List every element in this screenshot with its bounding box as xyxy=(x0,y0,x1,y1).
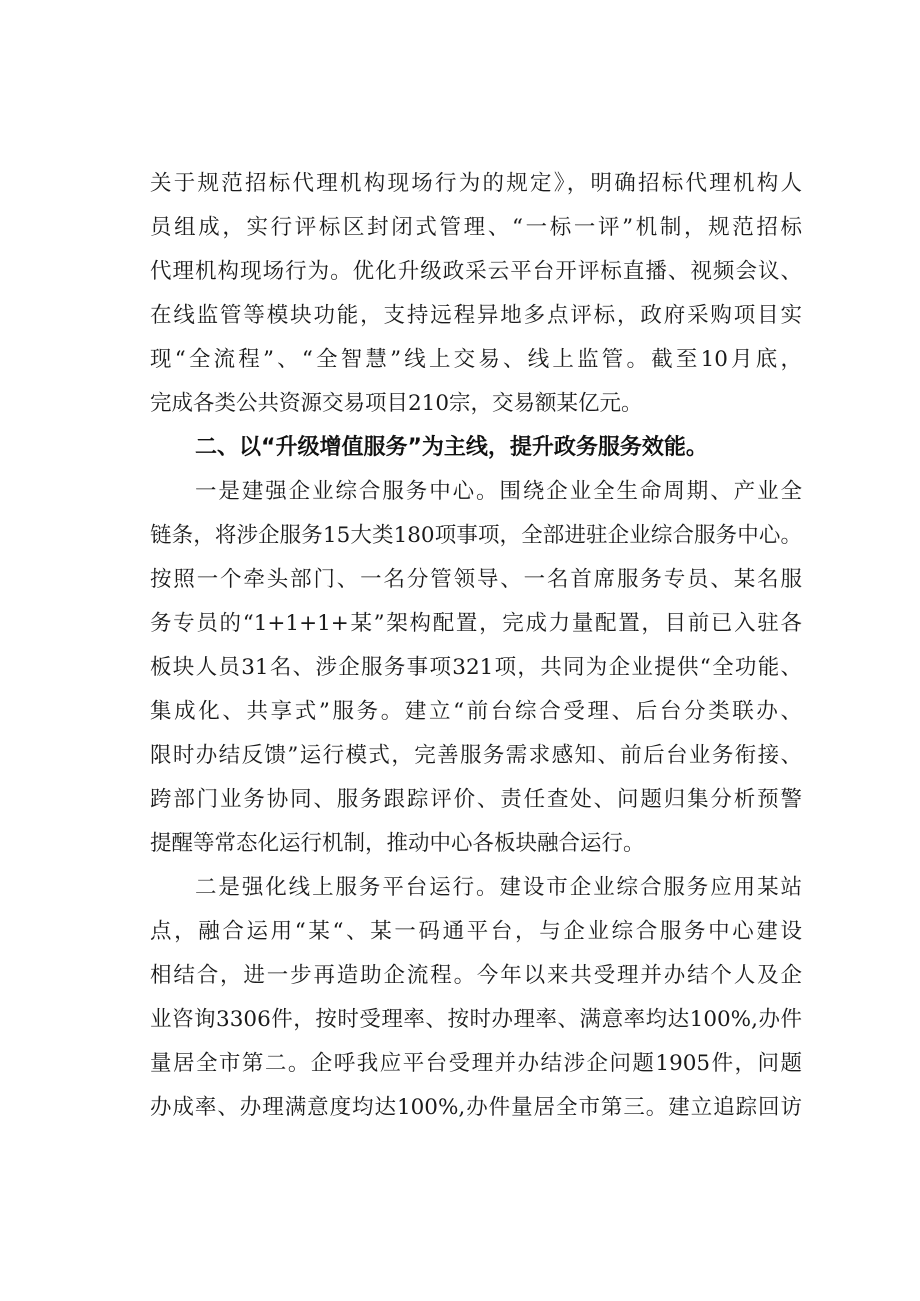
paragraph-2-line-9: 提醒等常态化运行机制，推动中心各板块融合运行。 xyxy=(150,831,645,856)
paragraph-1-line-4: 在线监管等模块功能，支持远程异地多点评标，政府采购项目实 xyxy=(150,303,802,328)
paragraph-3-line-4: 业咨询3306件，按时受理率、按时办理率、满意率均达100%,办件 xyxy=(150,1007,802,1032)
paragraph-2-line-7: 限时办结反馈”运行模式，完善服务需求感知、前后台业务衔接、 xyxy=(150,743,802,768)
paragraph-1-line-5: 现“全流程”、“全智慧”线上交易、线上监管。截至10月底， xyxy=(150,347,802,372)
paragraph-3-line-1: 二是强化线上服务平台运行。建设市企业综合服务应用某站 xyxy=(195,875,802,900)
paragraph-1-line-1: 关于规范招标代理机构现场行为的规定》，明确招标代理机构人 xyxy=(150,171,802,196)
paragraph-3-line-6: 办成率、办理满意度均达100%,办件量居全市第三。建立追踪回访 xyxy=(150,1095,802,1120)
paragraph-3-line-5: 量居全市第二。企呼我应平台受理并办结涉企问题1905件，问题 xyxy=(150,1051,802,1076)
paragraph-3-line-2: 点，融合运用“某“、某一码通平台，与企业综合服务中心建设 xyxy=(150,919,802,944)
paragraph-2-line-6: 集成化、共享式”服务。建立“前台综合受理、后台分类联办、 xyxy=(150,699,802,724)
paragraph-1-line-2: 员组成，实行评标区封闭式管理、“一标一评”机制，规范招标 xyxy=(150,215,802,240)
paragraph-2-line-1: 一是建强企业综合服务中心。围绕企业全生命周期、产业全 xyxy=(195,479,802,504)
paragraph-1-line-3: 代理机构现场行为。优化升级政采云平台开评标直播、视频会议、 xyxy=(150,259,802,284)
paragraph-3-line-3: 相结合，进一步再造助企流程。今年以来共受理并办结个人及企 xyxy=(150,963,802,988)
paragraph-2-line-5: 板块人员31名、涉企服务事项321项，共同为企业提供“全功能、 xyxy=(150,655,802,680)
paragraph-2-line-8: 跨部门业务协同、服务跟踪评价、责任查处、问题归集分析预警 xyxy=(150,787,802,812)
paragraph-2-line-4: 务专员的“1+1+1+某”架构配置，完成力量配置，目前已入驻各 xyxy=(150,611,802,636)
paragraph-1-line-6: 完成各类公共资源交易项目210宗，交易额某亿元。 xyxy=(150,391,643,416)
paragraph-2-line-2: 链条，将涉企服务15大类180项事项，全部进驻企业综合服务中心。 xyxy=(150,523,802,548)
section-heading: 二、以“升级增值服务”为主线，提升政务服务效能。 xyxy=(195,435,708,460)
paragraph-2-line-3: 按照一个牵头部门、一名分管领导、一名首席服务专员、某名服 xyxy=(150,567,802,592)
